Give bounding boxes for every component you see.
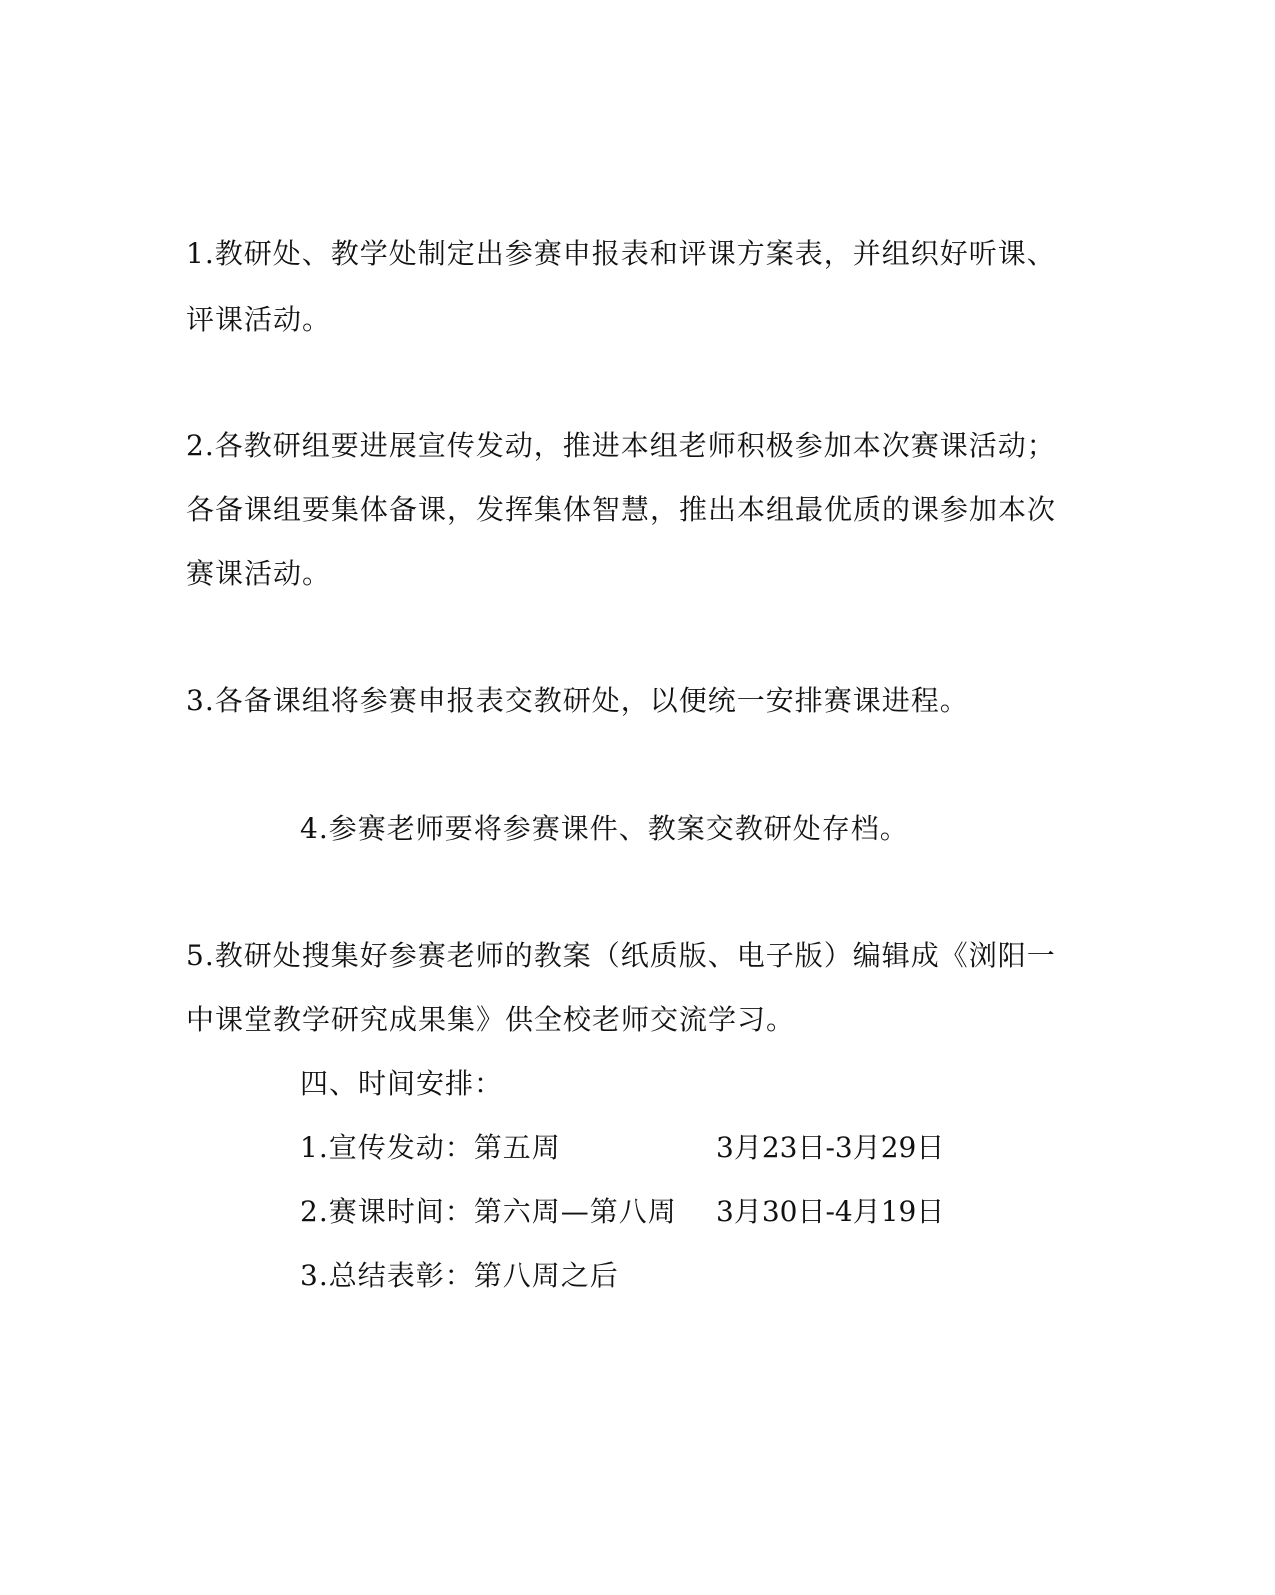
schedule-item-3: 3.总结表彰：第八周之后 [300, 1259, 619, 1292]
para-2-line-1: 2.各教研组要进展宣传发动，推进本组老师积极参加本次赛课活动； [186, 429, 1056, 462]
section-4-title: 四、时间安排： [300, 1067, 504, 1100]
schedule-item-1: 1.宣传发动：第五周 [300, 1131, 561, 1164]
para-5-line-2: 中课堂教学研究成果集》供全校老师交流学习。 [186, 1003, 796, 1036]
para-2-line-3: 赛课活动。 [186, 557, 332, 590]
para-4: 4.参赛老师要将参赛课件、教案交教研处存档。 [300, 812, 909, 845]
para-3: 3.各备课组将参赛申报表交教研处，以便统一安排赛课进程。 [186, 684, 969, 717]
para-2-line-2: 各备课组要集体备课，发挥集体智慧，推出本组最优质的课参加本次 [186, 493, 1057, 526]
para-1-line-1: 1.教研处、教学处制定出参赛申报表和评课方案表，并组织好听课、 [186, 237, 1056, 270]
schedule-date-1: 3月23日-3月29日 [716, 1131, 945, 1164]
para-1-line-2: 评课活动。 [186, 303, 332, 336]
para-5-line-1: 5.教研处搜集好参赛老师的教案（纸质版、电子版）编辑成《浏阳一 [186, 939, 1056, 972]
schedule-date-2: 3月30日-4月19日 [716, 1195, 945, 1228]
schedule-item-2: 2.赛课时间：第六周—第八周 [300, 1195, 677, 1228]
